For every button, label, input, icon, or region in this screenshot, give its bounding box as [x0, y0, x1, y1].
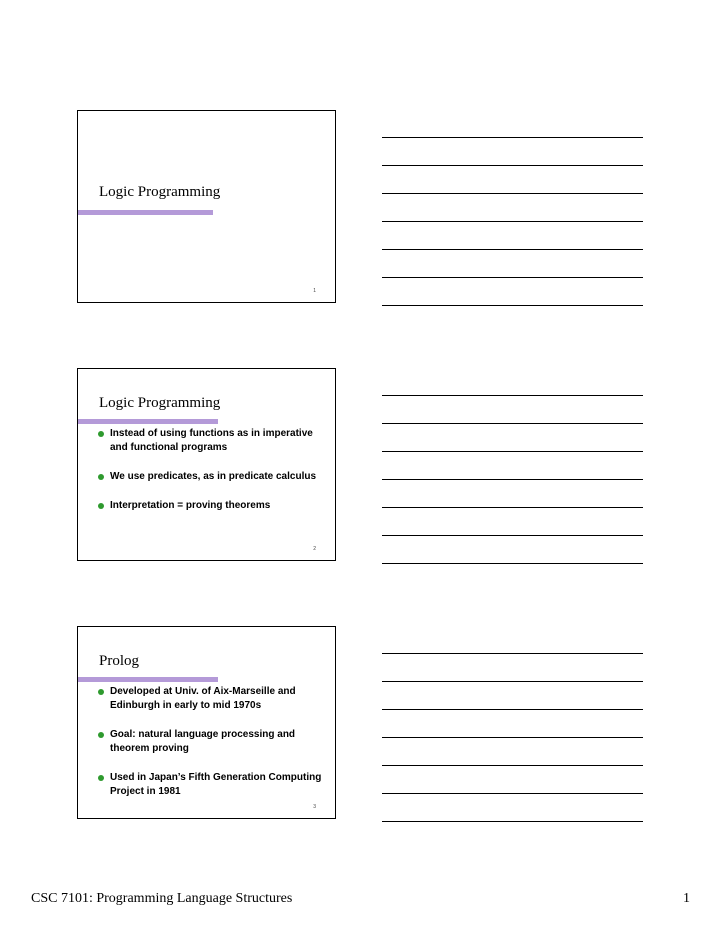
note-line: [382, 681, 643, 682]
title-underline: [78, 210, 213, 215]
note-line: [382, 423, 643, 424]
note-line: [382, 535, 643, 536]
slide-title: Prolog: [99, 653, 140, 669]
note-line: [382, 737, 643, 738]
list-item: Developed at Univ. of Aix-Marseille and Edinburgh in early to mid 1970s: [98, 685, 328, 713]
note-line: [382, 793, 643, 794]
bullet-dot-icon: [98, 775, 104, 781]
note-line: [382, 249, 643, 250]
footer-page-number: 1: [683, 891, 690, 906]
list-item: Interpretation = proving theorems: [98, 499, 328, 513]
note-line: [382, 305, 643, 306]
slide-title: Logic Programming: [99, 184, 221, 200]
note-line: [382, 765, 643, 766]
slide-3: [77, 626, 336, 819]
list-item: We use predicates, as in predicate calculus: [98, 470, 328, 484]
footer-course-title: CSC 7101: Programming Language Structures: [31, 891, 293, 906]
note-line: [382, 507, 643, 508]
slide-number: 3: [313, 804, 316, 810]
list-item: Used in Japan’s Fifth Generation Computing Project in 1981: [98, 771, 328, 799]
slide-number: 2: [313, 546, 316, 552]
note-line: [382, 395, 643, 396]
bullet-dot-icon: [98, 431, 104, 437]
slide-number: 1: [313, 288, 316, 294]
note-line: [382, 653, 643, 654]
note-line: [382, 479, 643, 480]
note-line: [382, 165, 643, 166]
list-item: Instead of using functions as in imperative and functional programs: [98, 427, 328, 455]
bullet-dot-icon: [98, 474, 104, 480]
notes-lines: [382, 395, 643, 591]
note-line: [382, 193, 643, 194]
slide-title: Logic Programming: [99, 395, 221, 411]
bullet-list: [98, 685, 328, 814]
note-line: [382, 137, 643, 138]
slide-2: [77, 368, 336, 561]
bullet-dot-icon: [98, 732, 104, 738]
notes-lines: [382, 653, 643, 849]
note-line: [382, 563, 643, 564]
list-item: Goal: natural language processing and theorem proving: [98, 728, 328, 756]
note-line: [382, 221, 643, 222]
title-underline: [78, 419, 218, 424]
note-line: [382, 709, 643, 710]
bullet-list: [98, 427, 328, 528]
note-line: [382, 277, 643, 278]
title-underline: [78, 677, 218, 682]
bullet-dot-icon: [98, 689, 104, 695]
slide-1: [77, 110, 336, 303]
note-line: [382, 451, 643, 452]
notes-lines: [382, 137, 643, 333]
note-line: [382, 821, 643, 822]
bullet-dot-icon: [98, 503, 104, 509]
